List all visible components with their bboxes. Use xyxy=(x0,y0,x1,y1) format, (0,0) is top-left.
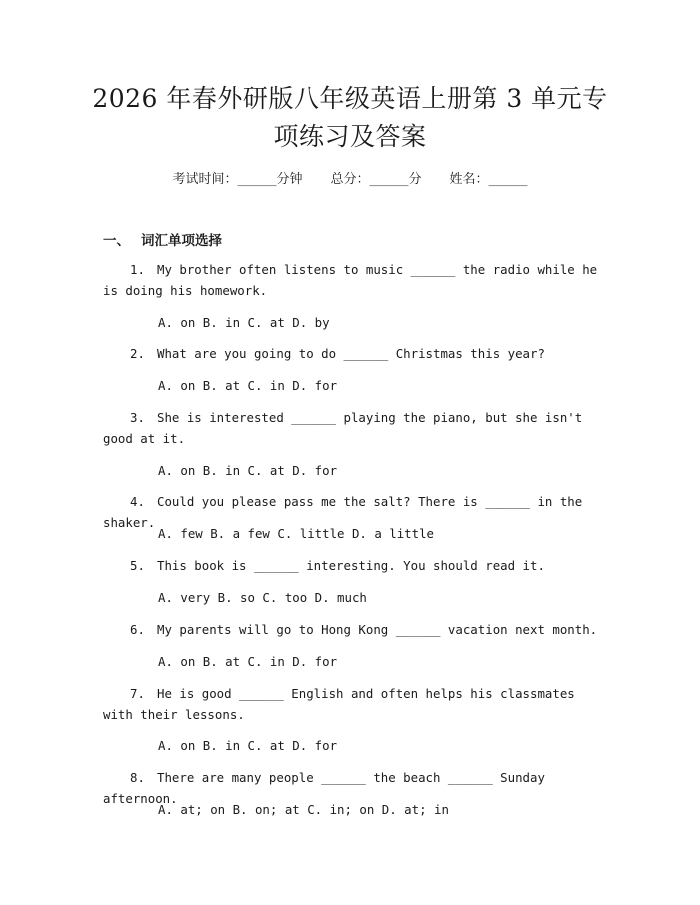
exam-info xyxy=(0,168,700,187)
question-number: 8. xyxy=(130,770,145,785)
question-text: She is interested ______ playing the piano, but she isn't good at it. xyxy=(103,410,583,446)
question-number: 1. xyxy=(130,262,145,277)
document-title xyxy=(60,80,640,156)
exam-time: 考试时间：______分钟 xyxy=(172,172,303,187)
question-number: 6. xyxy=(130,622,145,637)
question-number: 5. xyxy=(130,558,145,573)
question-8-options: A. at; on B. on; at C. in; on D. at; in xyxy=(158,802,449,817)
question-3-options: A. on B. in C. at D. for xyxy=(158,463,338,478)
question-3 xyxy=(103,407,603,449)
section-heading xyxy=(103,229,222,249)
question-text: He is good ______ English and often helps his classmates with their lessons. xyxy=(103,686,575,722)
question-7-options: A. on B. in C. at D. for xyxy=(158,738,338,753)
question-7 xyxy=(103,683,603,725)
question-number: 7. xyxy=(130,686,145,701)
question-6-options: A. on B. at C. in D. for xyxy=(158,654,338,669)
section-number: 一、 xyxy=(103,233,130,249)
question-number: 2. xyxy=(130,346,145,361)
question-text: My brother often listens to music ______ the radio while he is doing his homework. xyxy=(103,262,598,298)
question-text: There are many people ______ the beach ______ Sunday afternoon. xyxy=(103,770,545,806)
question-text: This book is ______ interesting. You should read it. xyxy=(157,558,545,573)
question-number: 4. xyxy=(130,494,145,509)
question-text: My parents will go to Hong Kong ______ vacation next month. xyxy=(157,622,598,637)
question-text: Could you please pass me the salt? There is ______ in the shaker. xyxy=(103,494,583,530)
question-2 xyxy=(103,343,603,364)
question-4-options: A. few B. a few C. little D. a little xyxy=(158,526,435,541)
question-2-options: A. on B. at C. in D. for xyxy=(158,378,338,393)
exam-name: 姓名：______ xyxy=(449,172,528,187)
question-number: 3. xyxy=(130,410,145,425)
title-line-1: 2026 年春外研版八年级英语上册第 3 单元专 xyxy=(92,84,608,113)
question-5 xyxy=(103,555,603,576)
exam-score: 总分：______分 xyxy=(330,172,422,187)
section-title: 词汇单项选择 xyxy=(141,233,222,249)
question-6 xyxy=(103,619,603,640)
question-1 xyxy=(103,259,603,301)
question-text: What are you going to do ______ Christmas this year? xyxy=(157,346,545,361)
question-5-options: A. very B. so C. too D. much xyxy=(158,590,367,605)
title-line-2: 项练习及答案 xyxy=(273,122,427,151)
question-1-options: A. on B. in C. at D. by xyxy=(158,315,330,330)
